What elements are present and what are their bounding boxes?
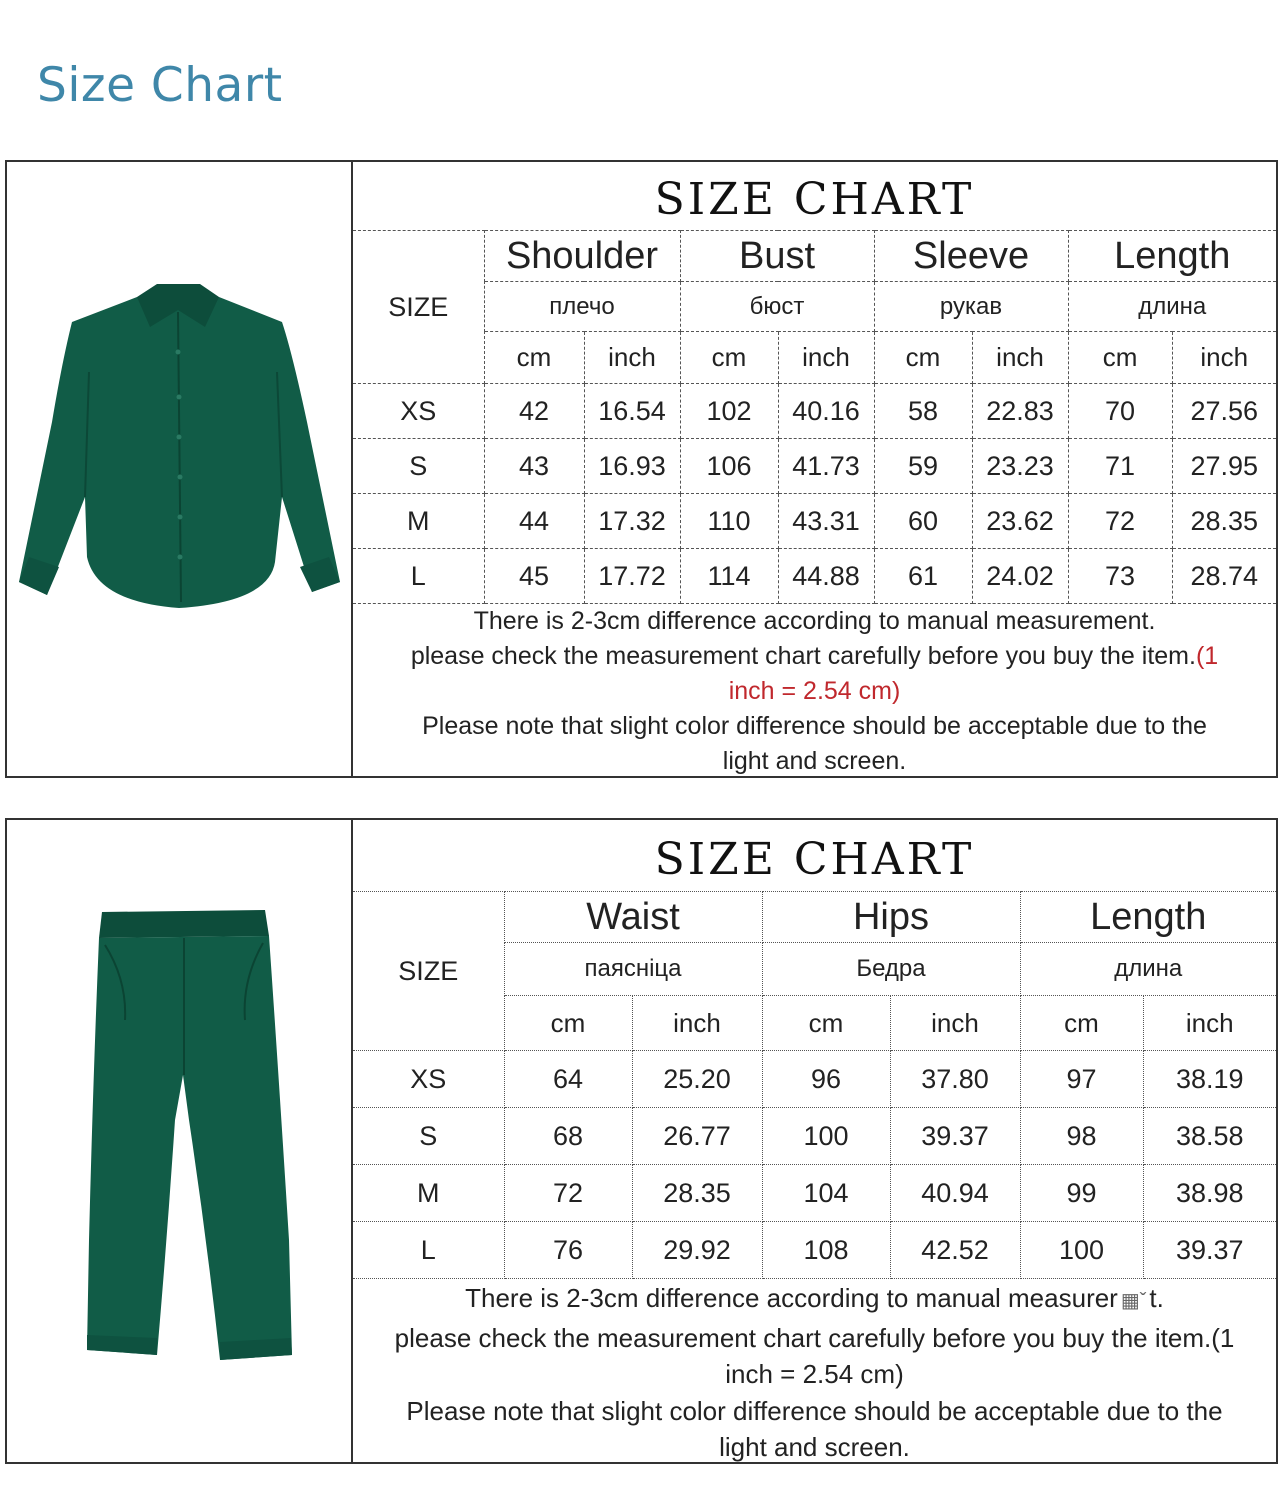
table-cell: 68 [504,1108,632,1165]
table-cell: 58 [874,384,972,439]
size-header: SIZE [353,892,504,1051]
table-cell: 100 [762,1108,890,1165]
table-cell: 64 [504,1051,632,1108]
unit-header: cm [504,996,632,1051]
group-length: Length [1020,892,1276,943]
pants-image [7,820,351,1462]
group-waist-local: паясніца [504,943,762,996]
group-bust-local: бюст [680,282,874,332]
table-row [353,1165,1276,1222]
size-label: M [353,1165,504,1222]
size-label: XS [353,1051,504,1108]
table-cell: 76 [504,1222,632,1279]
table-cell: 106 [680,439,778,494]
table-cell: 28.35 [632,1165,762,1222]
group-hips: Hips [762,892,1020,943]
table-widget-icon: ▦ˇ [1120,1290,1147,1312]
group-length-local: длина [1020,943,1276,996]
table-cell: 42.52 [890,1222,1020,1279]
note-line: light and screen. [719,1432,910,1462]
table-cell: 28.35 [1172,494,1276,549]
table-cell: 96 [762,1051,890,1108]
unit-header: inch [1143,996,1276,1051]
size-label: S [353,439,484,494]
table-cell: 97 [1020,1051,1143,1108]
size-label: L [353,1222,504,1279]
table-cell: 39.37 [890,1108,1020,1165]
table-cell: 72 [504,1165,632,1222]
table-cell: 102 [680,384,778,439]
chart-title: SIZE CHART [654,834,975,885]
shirt-size-table [353,230,1276,604]
table-cell: 27.95 [1172,439,1276,494]
unit-header: cm [762,996,890,1051]
table-cell: 42 [484,384,584,439]
table-row [353,1051,1276,1108]
group-sleeve: Sleeve [874,231,1068,282]
table-cell: 38.19 [1143,1051,1276,1108]
table-cell: 38.58 [1143,1108,1276,1165]
table-cell: 70 [1068,384,1172,439]
unit-header: inch [778,332,874,384]
table-cell: 28.74 [1172,549,1276,604]
chart-title: SIZE CHART [654,174,975,225]
chart-notes [353,1280,1276,1466]
note-line: inch = 2.54 cm) [728,677,901,705]
table-cell: 43 [484,439,584,494]
note-line: inch = 2.54 cm) [725,1359,904,1389]
group-length: Length [1068,231,1276,282]
table-cell: 17.72 [584,549,680,604]
shirt-table-area [353,162,1276,776]
table-cell: 98 [1020,1108,1143,1165]
table-cell: 44 [484,494,584,549]
table-cell: 61 [874,549,972,604]
table-cell: 43.31 [778,494,874,549]
unit-header: inch [632,996,762,1051]
size-label: M [353,494,484,549]
size-label: S [353,1108,504,1165]
table-cell: 37.80 [890,1051,1020,1108]
group-length-local: длина [1068,282,1276,332]
table-cell: 24.02 [972,549,1068,604]
size-label: L [353,549,484,604]
table-cell: 17.32 [584,494,680,549]
table-cell: 73 [1068,549,1172,604]
table-cell: 72 [1068,494,1172,549]
table-cell: 45 [484,549,584,604]
unit-header: cm [1068,332,1172,384]
group-hips-local: Бедра [762,943,1020,996]
table-cell: 41.73 [778,439,874,494]
group-waist: Waist [504,892,762,943]
table-cell: 100 [1020,1222,1143,1279]
unit-header: inch [584,332,680,384]
table-cell: 22.83 [972,384,1068,439]
table-cell: 60 [874,494,972,549]
group-sleeve-local: рукав [874,282,1068,332]
table-cell: 23.23 [972,439,1068,494]
table-cell: 25.20 [632,1051,762,1108]
table-cell: 71 [1068,439,1172,494]
size-header: SIZE [353,231,484,384]
group-bust: Bust [680,231,874,282]
note-line: Please note that slight color difference should be acceptable due to the [422,712,1207,740]
table-cell: 27.56 [1172,384,1276,439]
note-line: light and screen. [722,747,907,775]
note-line: There is 2-3cm difference according to manual measurement. [473,607,1156,635]
table-cell: 59 [874,439,972,494]
page-title: Size Chart [37,58,283,113]
table-cell: 99 [1020,1165,1143,1222]
unit-header: cm [484,332,584,384]
note-line: please check the measurement chart carefully before you buy the item.(1 [410,642,1219,670]
table-row [353,1222,1276,1279]
table-cell: 104 [762,1165,890,1222]
table-cell: 16.54 [584,384,680,439]
note-line: There is 2-3cm difference according to manual measurer ▦ˇ t. [465,1283,1164,1313]
unit-header: cm [874,332,972,384]
table-cell: 108 [762,1222,890,1279]
table-cell: 39.37 [1143,1222,1276,1279]
table-cell: 16.93 [584,439,680,494]
pants-image-cell [7,820,353,1462]
table-cell: 40.94 [890,1165,1020,1222]
pants-size-table [353,891,1276,1279]
size-label: XS [353,384,484,439]
table-cell: 110 [680,494,778,549]
shirt-image-cell [7,162,353,776]
pants-size-chart [5,818,1278,1464]
table-cell: 26.77 [632,1108,762,1165]
table-cell: 38.98 [1143,1165,1276,1222]
group-shoulder-local: плечо [484,282,680,332]
shirt-image [7,162,351,776]
note-line: Please note that slight color difference should be acceptable due to the [406,1395,1223,1426]
group-shoulder: Shoulder [484,231,680,282]
table-cell: 23.62 [972,494,1068,549]
table-row [353,549,1276,604]
table-row [353,439,1276,494]
shirt-size-chart [5,160,1278,778]
table-row [353,384,1276,439]
unit-header: inch [1172,332,1276,384]
unit-header: inch [890,996,1020,1051]
unit-header: inch [972,332,1068,384]
table-row [353,1108,1276,1165]
table-cell: 114 [680,549,778,604]
pants-table-area [353,820,1276,1462]
note-line: please check the measurement chart carefully before you buy the item.(1 [394,1322,1235,1353]
chart-notes [353,604,1276,779]
table-cell: 29.92 [632,1222,762,1279]
unit-header: cm [680,332,778,384]
table-cell: 40.16 [778,384,874,439]
table-row [353,494,1276,549]
unit-header: cm [1020,996,1143,1051]
table-cell: 44.88 [778,549,874,604]
